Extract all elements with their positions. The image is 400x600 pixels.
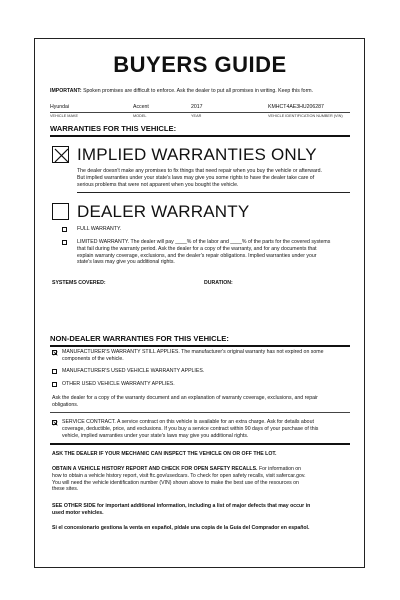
vehicle-info-rule: [50, 112, 350, 113]
limited-line: that fail during the warranty period. Ask the dealer for a copy of the warranty, and for any documents that: [77, 245, 317, 252]
vehicle-model-label: MODEL: [133, 114, 147, 118]
checked-x-icon: [53, 147, 70, 164]
history-report-heading: OBTAIN A VEHICLE HISTORY REPORT AND CHECK FOR OPEN SAFETY RECALLS.: [52, 466, 258, 472]
vehicle-vin-label: VEHICLE IDENTIFICATION NUMBER (VIN): [268, 114, 343, 118]
manufacturer-used-warranty-text: MANUFACTURER'S USED VEHICLE WARRANTY APPLIES.: [62, 368, 205, 374]
note-line: Ask the dealer for a copy of the warranty document and an explanation of warranty coverage, exclusions, and repair: [52, 395, 318, 401]
history-report-notice: [52, 466, 357, 493]
dealer-warranty-heading: DEALER WARRANTY: [77, 202, 250, 221]
checked-x-icon: [53, 421, 58, 426]
checked-x-icon: [53, 351, 58, 356]
duration-label: DURATION:: [204, 280, 233, 286]
history-line: how to obtain a vehicle history report, visit ftc.gov/usedcars. To check for open safety recalls, visit safercar.gov.: [52, 472, 306, 479]
implied-line: serious problems that were not apparent when you bought the vehicle.: [77, 181, 239, 188]
warranties-rule: [50, 135, 350, 137]
warranties-heading: WARRANTIES FOR THIS VEHICLE:: [50, 124, 177, 133]
vehicle-make-label: VEHICLE MAKE: [50, 114, 79, 118]
service-line: SERVICE CONTRACT. A service contract on this vehicle is available for an extra charge. Ask for details about: [62, 419, 314, 425]
history-line: You will need the vehicle identification number (VIN) shown above to make the best use of the resources on: [52, 479, 299, 486]
limited-line: explain warranty coverage, exclusions, and the dealer's repair obligations. Implied warranties under your: [77, 252, 317, 259]
dealer-warranty-checkbox[interactable]: [52, 203, 69, 220]
note-line: obligations.: [52, 401, 79, 408]
inspect-notice: ASK THE DEALER IF YOUR MECHANIC CAN INSPECT THE VEHICLE ON OR OFF THE LOT.: [52, 451, 277, 457]
implied-line: But implied warranties under your state's laws may give you some rights to have the dealer take care of: [77, 174, 315, 181]
important-notice: [50, 88, 360, 95]
limited-warranty-checkbox[interactable]: [62, 240, 67, 245]
non-dealer-rule: [50, 345, 350, 347]
full-warranty-label: FULL WARRANTY.: [77, 226, 122, 232]
systems-covered-label: SYSTEMS COVERED:: [52, 280, 106, 286]
spanish-notice: Si el concesionario gestiona la venta en español, pídale una copia de la Guía del Comprador en español.: [52, 525, 310, 531]
vehicle-model-value: Accent: [133, 104, 149, 110]
other-side-line: SEE OTHER SIDE for important additional information, including a list of major defects that may occur in: [52, 503, 311, 509]
other-side-notice: [52, 503, 357, 517]
warranty-document-note: [52, 395, 357, 409]
service-contract-text: [62, 419, 357, 439]
limited-line: LIMITED WARRANTY. The dealer will pay ____% of the labor and ____% of the parts for the covered systems: [77, 239, 331, 245]
service-rule-top: [50, 412, 350, 413]
important-label: IMPORTANT:: [50, 88, 82, 94]
full-warranty-checkbox[interactable]: [62, 227, 67, 232]
vehicle-make-value: Hyundai: [50, 104, 70, 110]
page-title: BUYERS GUIDE: [113, 52, 287, 77]
history-line: For information on: [258, 466, 302, 472]
manufacturer-used-warranty-checkbox[interactable]: [52, 369, 57, 374]
footer-rule: [50, 443, 350, 445]
implied-line: The dealer doesn't make any promises to fix things that need repair when you buy the vehicle or afterward.: [77, 168, 322, 174]
service-line: vehicle, implied warranties under your state's laws may give you additional rights.: [62, 432, 249, 439]
other-used-warranty-text: OTHER USED VEHICLE WARRANTY APPLIES.: [62, 381, 175, 387]
non-dealer-line: MANUFACTURER'S WARRANTY STILL APPLIES. The manufacturer's original warranty has not expired on some: [62, 349, 324, 355]
limited-line: state's laws may give you additional rights.: [77, 259, 175, 266]
vehicle-vin-value: KMHCT4AE3HU206287: [268, 104, 324, 110]
vehicle-year-value: 2017: [191, 104, 203, 110]
manufacturer-warranty-checkbox[interactable]: [52, 350, 57, 355]
other-used-warranty-checkbox[interactable]: [52, 382, 57, 387]
implied-rule: [77, 192, 350, 193]
vehicle-year-label: YEAR: [191, 114, 202, 118]
service-contract-checkbox[interactable]: [52, 420, 57, 425]
manufacturer-warranty-text: [62, 349, 357, 363]
implied-warranties-checkbox[interactable]: [52, 146, 69, 163]
non-dealer-heading: NON-DEALER WARRANTIES FOR THIS VEHICLE:: [50, 334, 229, 343]
history-line: these sites.: [52, 486, 79, 493]
limited-warranty-text: [77, 239, 357, 266]
implied-warranties-text: [77, 168, 357, 188]
non-dealer-line: components of the vehicle.: [62, 355, 124, 362]
important-text: Spoken promises are difficult to enforce. Ask the dealer to put all promises in writing. Keep this form.: [83, 88, 314, 94]
other-side-line: used motor vehicles.: [52, 509, 104, 516]
implied-warranties-heading: IMPLIED WARRANTIES ONLY: [77, 145, 317, 164]
service-line: coverage, deductible, price, and exclusions. If you buy a service contract within 90 days of your purchase of this: [62, 425, 319, 432]
